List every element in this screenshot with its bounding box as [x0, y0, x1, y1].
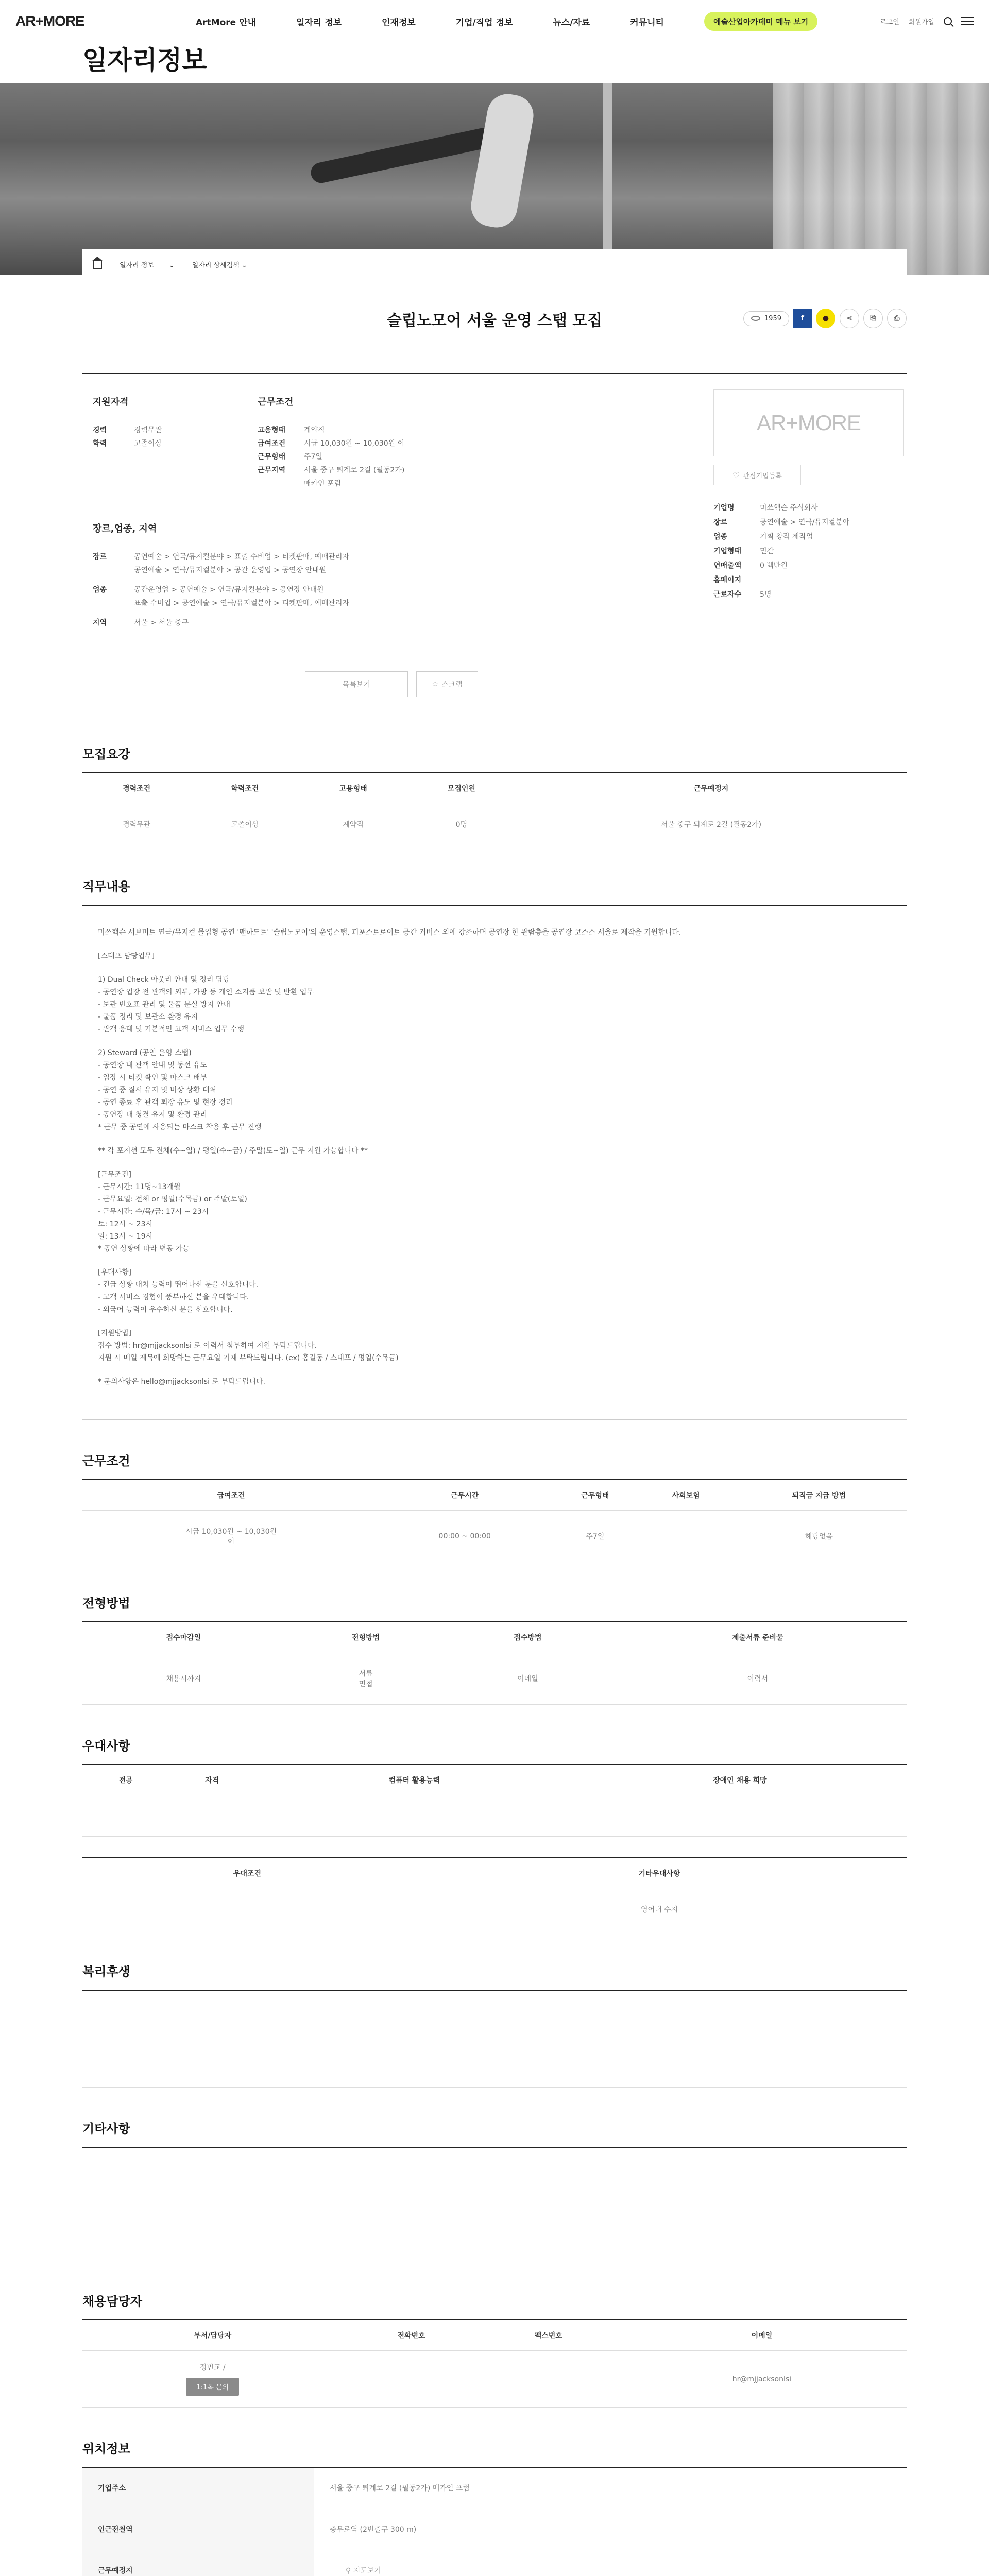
join-link[interactable]: 회원가입: [908, 18, 934, 26]
print-icon[interactable]: ⎙: [887, 309, 907, 328]
company-label: 업종: [713, 533, 728, 541]
recruit-table: [82, 772, 907, 845]
view-count: 1959: [743, 311, 789, 326]
cond-col-severance: 퇴직금 지급 방법: [731, 1480, 907, 1511]
main-nav: [196, 0, 817, 42]
proc-docs: 이력서: [609, 1653, 907, 1704]
company-value: 민간: [760, 547, 774, 555]
recruit-col-count: 모집인원: [407, 773, 516, 804]
conditions-table: [82, 1479, 907, 1563]
favorite-company-button[interactable]: ♡ 관심기업등록: [713, 465, 801, 485]
star-icon: ☆: [432, 680, 438, 688]
nav-jobs[interactable]: 일자리 정보: [296, 17, 342, 28]
cond-col-type: 근무형태: [550, 1480, 640, 1511]
duty-paragraph: [우대사항] - 긴급 상황 대처 능력이 뛰어나신 분을 선호합니다. - 고객 서비스 경험이 풍부하신 분을 우대합니다. - 외국어 능력이 우수하신 분을 선호합니다.: [98, 1268, 259, 1314]
company-value: 0 백만원: [760, 562, 788, 570]
table-row: [82, 804, 907, 845]
proc-col-method: 전형방법: [285, 1622, 447, 1653]
mgr-col-dept: 부서/담당자: [82, 2320, 343, 2351]
hero-banner-image: [0, 83, 989, 275]
company-value: 5명: [760, 590, 772, 599]
duty-paragraph: [지원방법] 접수 방법: hr@mjjacksonlsi 로 이력서 첨부하여 지원 부탁드립니다. 지원 시 메일 제목에 희망하는 근무요일 기재 부탁드립니다. (ex) 홍길동 / 스태프 / 평일(수목금): [98, 1329, 399, 1362]
recruit-col-career: 경력조건: [82, 773, 191, 804]
recruit-col-place: 근무예정지: [516, 773, 907, 804]
table-row: [82, 1889, 907, 1930]
cat-value: 공간운영업 > 공연예술 > 연극/뮤지컬분야 > 공연장 안내원 표출 수비업 > 공연예술 > 연극/뮤지컬분야 > 티켓판매, 예매관리자: [134, 586, 350, 607]
mgr-dept: 정민교 / 1:1톡 문의: [82, 2351, 343, 2408]
manager-heading: 채용담당자: [82, 2294, 142, 2309]
cat-label: 장르: [93, 553, 107, 561]
duty-paragraph: [스태프 담당업무]: [98, 952, 155, 960]
company-value: 공연예술 > 연극/뮤지컬분야: [760, 518, 850, 527]
welfare-heading: 복리후생: [82, 1964, 130, 1979]
duty-paragraph: [근무조건] - 근무시간: 11명~13개월 - 근무요일: 전체 or 평일(수목금) or 주말(토일) - 근무시간: 수/목/금: 17시 ~ 23시 토: 12시 ~ 23시 일: 13시 ~ 19시 * 공연 상황에 따라 변동 가능: [98, 1170, 247, 1253]
util-menu: [880, 0, 974, 42]
cond-severance: 해당없음: [731, 1511, 907, 1562]
recruit-col-edu: 학력조건: [191, 773, 299, 804]
pref-col-computer: 컴퓨터 활용능력: [255, 1765, 573, 1795]
pref-col-other: 기타우대사항: [412, 1858, 907, 1889]
manager-table: [82, 2319, 907, 2408]
breadcrumb-jobs[interactable]: 일자리 정보 ⌄: [120, 262, 175, 269]
mgr-col-phone: 전화번호: [343, 2320, 480, 2351]
cond-type: 주7일: [550, 1511, 640, 1562]
work-label: 근무형태: [258, 453, 286, 461]
location-table: [82, 2467, 907, 2576]
job-title: 슬립노모어 서울 운영 스탭 모집: [386, 312, 603, 330]
qual-label: 학력: [93, 439, 107, 448]
mgr-col-fax: 팩스번호: [480, 2320, 617, 2351]
cond-col-hours: 근무시간: [380, 1480, 550, 1511]
recruit-count: 0명: [407, 804, 516, 845]
hamburger-menu-icon[interactable]: [961, 17, 974, 25]
welfare-content: [82, 1990, 907, 2088]
etc-heading: 기타사항: [82, 2121, 130, 2136]
proc-col-apply: 접수방법: [447, 1622, 608, 1653]
category-heading: 장르,업종, 지역: [93, 523, 157, 534]
recruit-place: 서울 중구 퇴계로 2길 (필동2가): [516, 804, 907, 845]
work-value: 시급 10,030원 ~ 10,030원 이: [304, 439, 405, 448]
recruit-career: 경력무관: [82, 804, 191, 845]
table-row: [82, 2351, 907, 2408]
company-label: 기업형태: [713, 547, 742, 555]
cond-col-insurance: 사회보험: [641, 1480, 731, 1511]
proc-apply: 이메일: [447, 1653, 608, 1704]
map-pin-icon: ⚲: [346, 2567, 351, 2575]
company-value: 기획 창작 제작업: [760, 533, 813, 541]
login-link[interactable]: 로그인: [880, 18, 899, 26]
proc-col-deadline: 접수마감일: [82, 1622, 285, 1653]
recruit-heading: 모집요강: [82, 747, 130, 761]
duty-paragraph: 미쓰핵슨 서브미트 연극/뮤지컬 몰입형 공연 '맨하드트' '슬립노모어'의 운영스탭, 퍼포스트로이트 공간 커버스 외에 강조하며 공연장 한 관람층을 공연장 코스스 서울로 제작을 기원합니다.: [98, 928, 681, 937]
share-box: [743, 309, 907, 328]
pref-col-condition: 우대조건: [82, 1858, 412, 1889]
location-heading: 위치정보: [82, 2442, 130, 2456]
work-value: 주7일: [304, 453, 322, 461]
duty-paragraph: ** 각 포지션 모두 전체(수~일) / 평일(수~금) / 주말(토~일) 근무 지원 가능합니다 **: [98, 1146, 368, 1155]
pref-col-license: 자격: [169, 1765, 255, 1795]
company-label: 기업명: [713, 504, 735, 512]
table-row: [82, 2467, 907, 2509]
cat-label: 업종: [93, 586, 107, 594]
cat-value: 서울 > 서울 중구: [134, 619, 189, 627]
table-row: [82, 1511, 907, 1562]
nav-artmore[interactable]: ArtMore 안내: [196, 17, 256, 28]
process-table: [82, 1621, 907, 1705]
nav-community[interactable]: 커뮤니티: [630, 17, 664, 28]
nav-talent[interactable]: 인재정보: [381, 17, 416, 28]
pref-condition: [82, 1889, 412, 1930]
kakao-share-icon[interactable]: ●: [816, 309, 835, 328]
company-label: 연매출액: [713, 562, 742, 570]
loc-label: 근무예정지: [82, 2550, 314, 2576]
link-copy-icon[interactable]: ⎘: [863, 309, 883, 328]
preference-table: [82, 1764, 907, 1837]
page-title: 일자리정보: [82, 45, 207, 75]
job-summary: [82, 373, 907, 713]
process-heading: 전형방법: [82, 1596, 130, 1611]
work-label: 근무지역: [258, 466, 286, 474]
qual-value: 고졸이상: [134, 439, 162, 448]
loc-value: 서울 중구 퇴계로 2길 (필동2가) 매카인 포럼: [314, 2467, 907, 2509]
mgr-col-email: 이메일: [617, 2320, 907, 2351]
duty-paragraph: 2) Steward (공연 운영 스탭) - 공연장 내 관객 안내 및 동선 유도 - 입장 시 티켓 확인 및 마스크 배부 - 공연 중 질서 유지 및 비상 상황 대처 - 공연 종료 후 관객 퇴장 유도 및 현장 정리 - 공연장 내 청결 유지 및 환경 관리 * 근무 중 공연에 사용되는 마스크 착용 후 근무 진행: [98, 1048, 262, 1131]
site-logo[interactable]: AR+MORE: [15, 13, 84, 29]
proc-method: 서류 면접: [285, 1653, 447, 1704]
nav-company[interactable]: 기업/직업 정보: [455, 17, 513, 28]
pref-other: 영어내 수지: [412, 1889, 907, 1930]
proc-col-docs: 제출서류 준비물: [609, 1622, 907, 1653]
breadcrumb-detail-search[interactable]: 일자리 상세검색 ⌄: [192, 262, 247, 269]
cond-insurance: [641, 1511, 731, 1562]
table-row: [82, 2509, 907, 2550]
work-label: 급여조건: [258, 439, 286, 448]
etc-content: [82, 2147, 907, 2260]
table-row: [82, 1653, 907, 1704]
top-nav: [0, 0, 989, 42]
one-to-one-chat-button[interactable]: 1:1톡 문의: [186, 2378, 239, 2396]
qual-value: 경력무관: [134, 426, 162, 434]
company-label: 장르: [713, 518, 728, 527]
heart-icon: ♡: [732, 470, 740, 480]
preference-heading: 우대사항: [82, 1738, 130, 1753]
facebook-share-icon[interactable]: f: [793, 309, 812, 328]
company-label: 홈페이지: [713, 576, 742, 584]
breadcrumb: [82, 249, 907, 280]
loc-value: 충무로역 (2번출구 300 m): [314, 2509, 907, 2550]
conditions-heading: 근무조건: [82, 1453, 130, 1468]
work-label: 고용형태: [258, 426, 286, 434]
search-icon[interactable]: [944, 17, 952, 25]
pref-col-disabled: 장애인 채용 희망: [573, 1765, 907, 1795]
qual-label: 경력: [93, 426, 107, 434]
cat-value: 공연예술 > 연극/뮤지컬분야 > 표출 수비업 > 티켓판매, 예매관리자 공연예술 > 연극/뮤지컬분야 > 공간 운영업 > 공연장 안내원: [134, 553, 350, 574]
table-row: [82, 2550, 907, 2576]
cond-pay: 시급 10,030원 ~ 10,030원 이: [82, 1511, 380, 1562]
mgr-email: hr@mjjacksonlsi: [617, 2351, 907, 2408]
company-value: 미쓰핵슨 주식회사: [760, 504, 818, 512]
company-label: 근로자수: [713, 590, 742, 599]
work-value: 계약직: [304, 426, 325, 434]
table-row: [82, 1795, 907, 1837]
list-button[interactable]: 목록보기: [305, 671, 408, 697]
share-icon[interactable]: ⋖: [840, 309, 859, 328]
company-logo: AR+MORE: [713, 389, 904, 456]
proc-deadline: 채용시까지: [82, 1653, 285, 1704]
preference-table-2: [82, 1857, 907, 1930]
duty-heading: 직무내용: [82, 879, 130, 894]
recruit-col-type: 고용형태: [299, 773, 407, 804]
academy-menu-button[interactable]: 예술산업아카데미 메뉴 보기: [704, 12, 817, 31]
recruit-edu: 고졸이상: [191, 804, 299, 845]
pref-col-major: 전공: [82, 1765, 169, 1795]
loc-label: 기업주소: [82, 2467, 314, 2509]
home-icon[interactable]: [93, 261, 102, 269]
cond-col-pay: 급여조건: [82, 1480, 380, 1511]
work-condition-heading: 근무조건: [258, 397, 294, 408]
cond-hours: 00:00 ~ 00:00: [380, 1511, 550, 1562]
nav-news[interactable]: 뉴스/자료: [553, 17, 590, 28]
loc-label: 인근전철역: [82, 2509, 314, 2550]
duty-content: [82, 905, 907, 1420]
qualification-heading: 지원자격: [93, 397, 129, 408]
scrap-button[interactable]: ☆ 스크랩: [416, 671, 478, 697]
cat-label: 지역: [93, 619, 107, 627]
duty-paragraph: * 문의사항은 hello@mjjacksonlsi 로 부탁드립니다.: [98, 1377, 265, 1386]
duty-paragraph: 1) Dual Check 아웃리 안내 및 정리 담당 - 공연장 입장 전 관객의 외투, 가방 등 개인 소지품 보관 및 반환 업무 - 보관 번호표 관리 및 물품 분실 방지 안내 - 물품 정리 및 보관소 환경 유지 - 관객 응대 및 기본적인 고객 서비스 업무 수행: [98, 975, 314, 1033]
eye-icon: [751, 316, 760, 321]
map-view-button[interactable]: ⚲ 지도보기: [330, 2560, 397, 2576]
recruit-type: 계약직: [299, 804, 407, 845]
work-value: 서울 중구 퇴계로 2길 (필동2가) 매카인 포럼: [304, 466, 405, 488]
